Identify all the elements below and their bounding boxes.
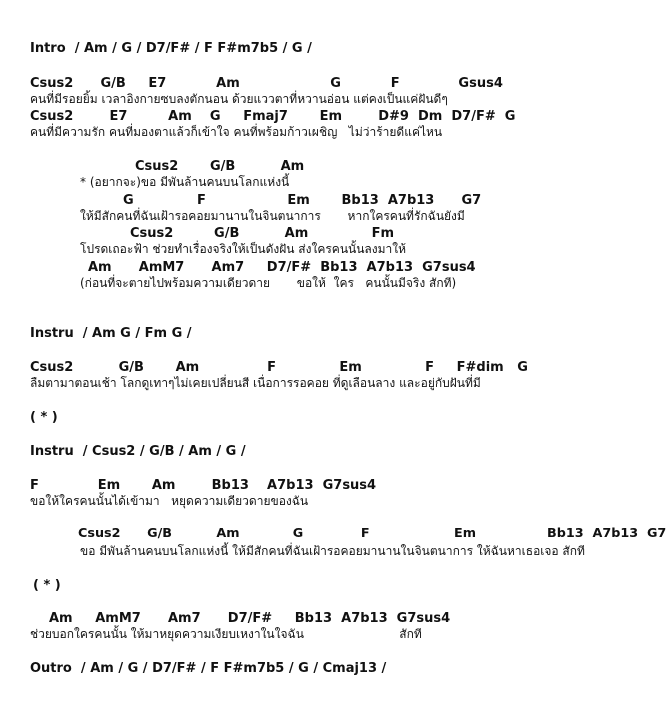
chorus-lyric-4: (ก่อนที่จะตายไปพร้อมความเดียวดาย ขอให้ ใคร คนนั้นมีจริง สักที) (80, 276, 457, 290)
bridge-lyric-2: ขอ มีพันล้านคนบนโลกแห่งนี้ ให้มีสักคนที่ฉันเฝ้ารอคอยมานานในจินตนาการ ให้ฉันหาเธอเจอ สักที (80, 544, 585, 558)
intro-line: Intro / Am / G / D7/F# / F F#m7b5 / G / (30, 41, 312, 56)
repeat-marker-2: ( * ) (33, 578, 61, 593)
verse2-chords-1: Csus2 G/B Am F Em F F#dim G (30, 360, 528, 375)
outro-line: Outro / Am / G / D7/F# / F F#m7b5 / G / Cmaj13 / (30, 661, 387, 676)
bridge-chords-1: F Em Am Bb13 A7b13 G7sus4 (30, 478, 377, 493)
bridge-lyric-1: ขอให้ใครคนนั้นได้เข้ามา หยุดความเดียวดายของฉัน (30, 494, 309, 508)
verse1-chords-1: Csus2 G/B E7 Am G F Gsus4 (30, 76, 503, 91)
instru-line-2: Instru / Csus2 / G/B / Am / G / (30, 444, 246, 459)
ending-lyric-1: ช่วยบอกใครคนนั้น ให้มาหยุดความเงียบเหงาในใจฉัน สักที (30, 627, 422, 641)
chorus-lyric-3: โปรดเถอะฟ้า ช่วยทำเรื่องจริงให้เป็นดังฝัน ส่งใครคนนั้นลงมาให้ (80, 242, 407, 256)
instru-line-1: Instru / Am G / Fm G / (30, 326, 192, 341)
chorus-chords-2: G F Em Bb13 A7b13 G7 (123, 193, 482, 208)
bridge-chords-2: Csus2 G/B Am G F Em Bb13 A7b13 G7 (78, 526, 667, 541)
verse2-lyric-1: ลืมตามาตอนเช้า โลกดูเทาๆไม่เคยเปลี่ยนสี เนื่อการรอคอย ที่ดูเลือนลาง และอยู่กับฝันที่มี (30, 376, 481, 390)
verse1-lyric-1: คนที่มีรอยยิ้ม เวลาอิงกายซบลงตักนอน ด้วยแววตาที่หวานอ่อน แต่คงเป็นแค่ฝันดีๆ (30, 92, 448, 106)
chorus-chords-3: Csus2 G/B Am Fm (130, 226, 395, 241)
chorus-chords-1: Csus2 G/B Am (135, 159, 305, 174)
verse1-chords-2: Csus2 E7 Am G Fmaj7 Em D#9 Dm D7/F# G (30, 109, 516, 124)
chorus-chords-4: Am AmM7 Am7 D7/F# Bb13 A7b13 G7sus4 (88, 260, 476, 275)
ending-chords-1: Am AmM7 Am7 D7/F# Bb13 A7b13 G7sus4 (49, 611, 451, 626)
chorus-lyric-2: ให้มีสักคนที่ฉันเฝ้ารอคอยมานานในจินตนาการ หากใครคนที่รักฉันยังมี (80, 209, 465, 223)
chorus-lyric-1: * (อยากจะ)ขอ มีพันล้านคนบนโลกแห่งนี้ (80, 175, 290, 189)
verse1-lyric-2: คนที่มีความรัก คนที่มองตาแล้วก็เข้าใจ คนที่พร้อมก้าวเผชิญ ไม่ว่าร้ายดีแค่ไหน (30, 125, 443, 139)
repeat-marker-1: ( * ) (30, 410, 58, 425)
